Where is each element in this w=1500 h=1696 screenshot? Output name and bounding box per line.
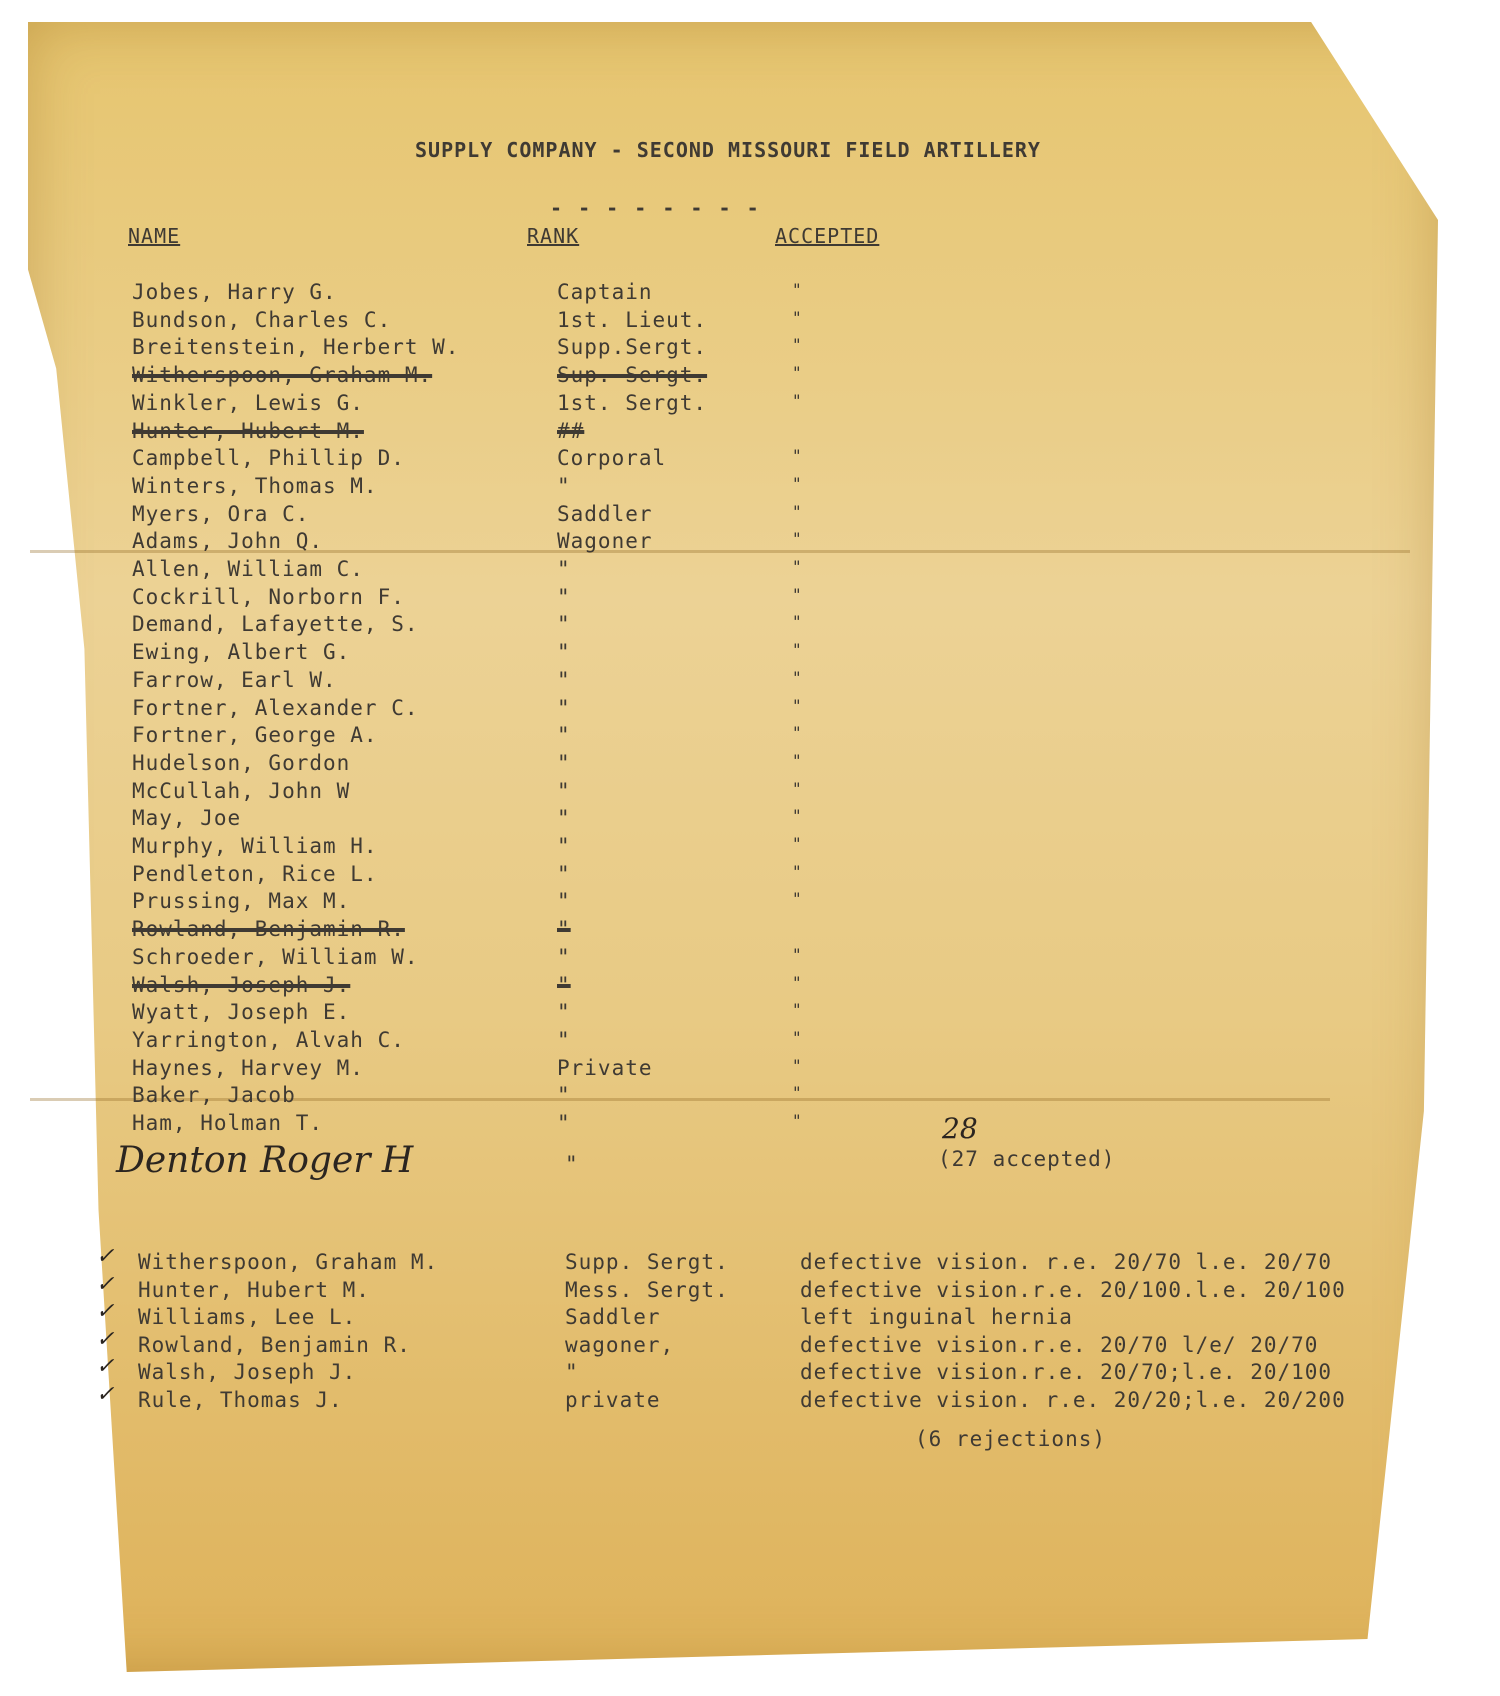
column-header-accepted: ACCEPTED [775, 224, 880, 248]
roster-name: McCullah, John W [132, 779, 351, 803]
roster-accepted: " [792, 557, 803, 576]
rejection-reason: defective vision. r.e. 20/70 l.e. 20/70 [800, 1250, 1333, 1274]
roster-rank: Corporal [557, 446, 667, 470]
roster-name: Bundson, Charles C. [132, 308, 392, 332]
roster-rank: Wagoner [557, 529, 653, 553]
roster-name: Schroeder, William W. [132, 945, 419, 969]
roster-rank: " [557, 806, 571, 830]
roster-name: Ewing, Albert G. [132, 640, 351, 664]
roster-accepted: " [792, 1111, 803, 1130]
roster-name: Haynes, Harvey M. [132, 1056, 364, 1080]
roster-accepted: " [792, 335, 803, 354]
roster-name: Demand, Lafayette, S. [132, 612, 419, 636]
check-mark-icon: ✓ [96, 1299, 115, 1324]
column-header-rank: RANK [527, 224, 580, 248]
roster-name: Pendleton, Rice L. [132, 862, 378, 886]
roster-rank: " [557, 557, 571, 581]
roster-accepted: " [792, 446, 803, 465]
rejection-name: Rowland, Benjamin R. [138, 1333, 411, 1357]
roster-accepted: " [792, 696, 803, 715]
roster-name: May, Joe [132, 806, 242, 830]
rejection-rank: " [565, 1360, 579, 1384]
rejection-rank: Supp. Sergt. [565, 1250, 729, 1274]
roster-name: Murphy, William H. [132, 834, 378, 858]
rejection-reason: defective vision.r.e. 20/70 l/e/ 20/70 [800, 1333, 1319, 1357]
roster-accepted: " [792, 1028, 803, 1047]
roster-name: Fortner, George A. [132, 723, 378, 747]
roster-rank: " [557, 1028, 571, 1052]
roster-name: Witherspoon, Graham M. [132, 363, 433, 387]
rejection-rank: Mess. Sergt. [565, 1278, 729, 1302]
roster-name: Hudelson, Gordon [132, 751, 351, 775]
rejection-name: Williams, Lee L. [138, 1305, 357, 1329]
handwritten-rank-ditto: " [565, 1152, 579, 1176]
roster-accepted: " [792, 391, 803, 410]
rejection-rank: Saddler [565, 1305, 661, 1329]
roster-accepted: " [792, 612, 803, 631]
roster-rank: " [557, 779, 571, 803]
roster-name: Farrow, Earl W. [132, 668, 337, 692]
roster-rank: " [557, 668, 571, 692]
roster-name: Winkler, Lewis G. [132, 391, 364, 415]
roster-accepted: " [792, 779, 803, 798]
roster-rank: " [557, 1000, 571, 1024]
roster-accepted: " [792, 1056, 803, 1075]
roster-rank: Sup. Sergt. [557, 363, 708, 387]
roster-rank: " [557, 723, 571, 747]
roster-rank: " [557, 751, 571, 775]
column-header-name: NAME [128, 224, 181, 248]
roster-accepted: " [792, 668, 803, 687]
roster-accepted: " [792, 973, 803, 992]
roster-name: Wyatt, Joseph E. [132, 1000, 351, 1024]
roster-accepted: " [792, 585, 803, 604]
roster-name: Myers, Ora C. [132, 502, 310, 526]
roster-name: Fortner, Alexander C. [132, 696, 419, 720]
accepted-summary: (27 accepted) [938, 1147, 1116, 1171]
roster-rank: " [557, 1083, 571, 1107]
roster-rank: " [557, 834, 571, 858]
check-mark-icon: ✓ [96, 1382, 115, 1407]
rejection-reason: defective vision. r.e. 20/20;l.e. 20/200 [800, 1388, 1346, 1412]
roster-accepted: " [792, 502, 803, 521]
roster-rank: Private [557, 1056, 653, 1080]
roster-accepted: " [792, 308, 803, 327]
rejection-name: Walsh, Joseph J. [138, 1360, 357, 1384]
check-mark-icon: ✓ [96, 1354, 115, 1379]
rejections-summary: (6 rejections) [915, 1427, 1107, 1451]
roster-accepted: " [792, 889, 803, 908]
roster-name: Adams, John Q. [132, 529, 324, 553]
rejection-name: Witherspoon, Graham M. [138, 1250, 439, 1274]
roster-name: Baker, Jacob [132, 1083, 296, 1107]
handwritten-name: Denton Roger H [116, 1140, 414, 1181]
title-divider: - - - - - - - - [550, 196, 761, 220]
roster-rank: " [557, 889, 571, 913]
roster-name: Hunter, Hubert M. [132, 419, 364, 443]
roster-rank: " [557, 945, 571, 969]
roster-accepted: " [792, 280, 803, 299]
roster-accepted: " [792, 834, 803, 853]
check-mark-icon: ✓ [96, 1327, 115, 1352]
roster-name: Rowland, Benjamin R. [132, 917, 405, 941]
roster-rank: " [557, 862, 571, 886]
roster-name: Walsh, Joseph J. [132, 973, 351, 997]
roster-rank: " [557, 696, 571, 720]
roster-rank: 1st. Sergt. [557, 391, 708, 415]
roster-name: Prussing, Max M. [132, 889, 351, 913]
roster-accepted: " [792, 751, 803, 770]
roster-name: Cockrill, Norborn F. [132, 585, 405, 609]
roster-rank: Saddler [557, 502, 653, 526]
rejection-reason: left inguinal hernia [800, 1305, 1073, 1329]
roster-accepted: " [792, 862, 803, 881]
roster-name: Jobes, Harry G. [132, 280, 337, 304]
handwritten-accepted-count: 28 [942, 1112, 978, 1145]
roster-accepted: " [792, 1083, 803, 1102]
roster-name: Breitenstein, Herbert W. [132, 335, 460, 359]
check-mark-icon: ✓ [96, 1244, 115, 1269]
check-mark-icon: ✓ [96, 1272, 115, 1297]
roster-rank: " [557, 640, 571, 664]
roster-accepted: " [792, 945, 803, 964]
roster-accepted: " [792, 1000, 803, 1019]
roster-rank: Captain [557, 280, 653, 304]
roster-rank: " [557, 585, 571, 609]
roster-accepted: " [792, 529, 803, 548]
roster-name: Allen, William C. [132, 557, 364, 581]
roster-accepted: " [792, 640, 803, 659]
roster-name: Ham, Holman T. [132, 1111, 324, 1135]
rejection-reason: defective vision.r.e. 20/70;l.e. 20/100 [800, 1360, 1333, 1384]
roster-rank: " [557, 973, 571, 997]
roster-accepted: " [792, 363, 803, 382]
roster-name: Campbell, Phillip D. [132, 446, 405, 470]
roster-rank: Supp.Sergt. [557, 335, 708, 359]
rejection-reason: defective vision.r.e. 20/100.l.e. 20/100 [800, 1278, 1346, 1302]
document-title: SUPPLY COMPANY - SECOND MISSOURI FIELD ARTILLERY [415, 138, 1041, 162]
rejection-rank: private [565, 1388, 661, 1412]
roster-accepted: " [792, 723, 803, 742]
rejection-rank: wagoner, [565, 1333, 675, 1357]
rejection-name: Hunter, Hubert M. [138, 1278, 370, 1302]
roster-rank: ## [557, 419, 585, 443]
roster-rank: 1st. Lieut. [557, 308, 708, 332]
rejection-name: Rule, Thomas J. [138, 1388, 343, 1412]
roster-accepted: " [792, 806, 803, 825]
roster-rank: " [557, 1111, 571, 1135]
roster-accepted: " [792, 474, 803, 493]
roster-rank: " [557, 612, 571, 636]
roster-name: Yarrington, Alvah C. [132, 1028, 405, 1052]
roster-rank: " [557, 474, 571, 498]
roster-name: Winters, Thomas M. [132, 474, 378, 498]
roster-rank: " [557, 917, 571, 941]
